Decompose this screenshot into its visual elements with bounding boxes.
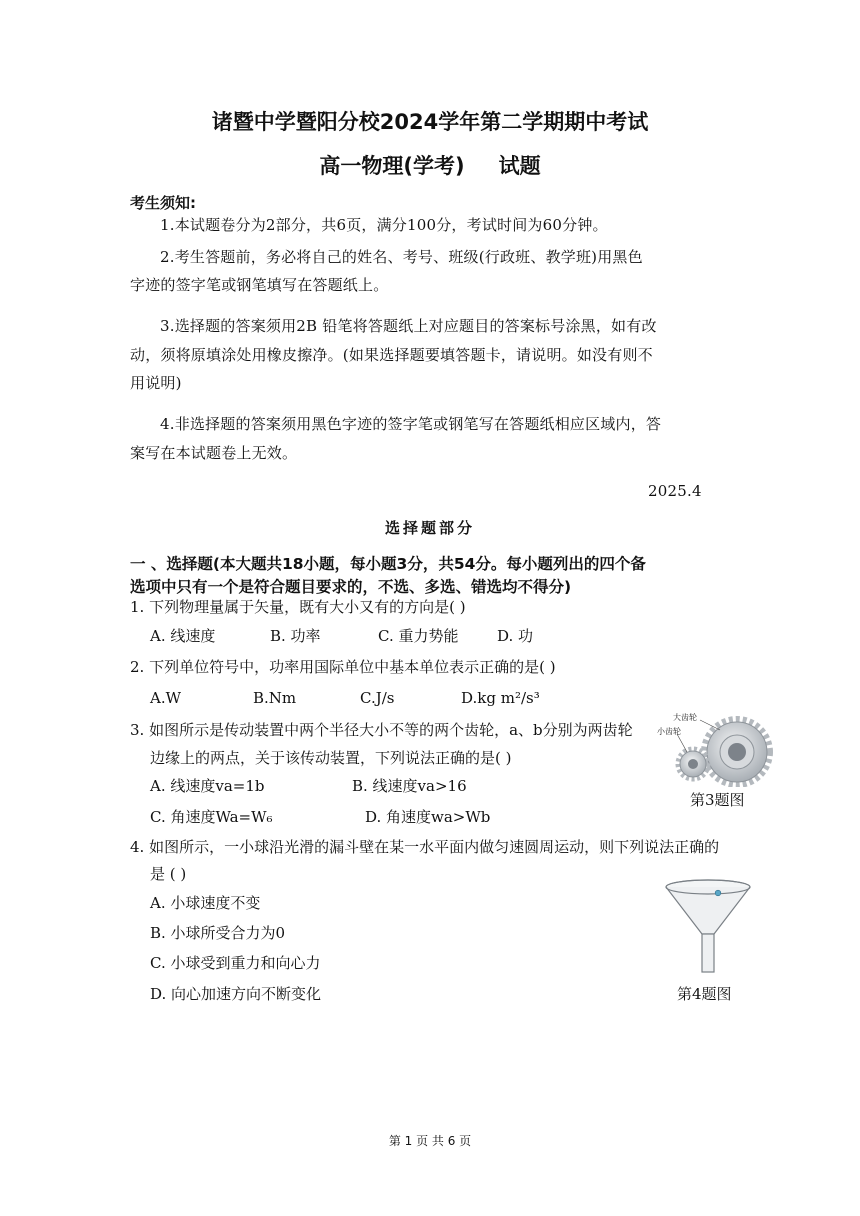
q4-option-d: D. 向心加速方向不断变化 bbox=[150, 985, 322, 1003]
q4-figure-caption: 第4题图 bbox=[677, 985, 732, 1003]
q3-option-d: D. 角速度wa>Wb bbox=[365, 808, 491, 826]
notice-heading: 考生须知: bbox=[130, 194, 196, 212]
q2-option-b: B.Nm bbox=[253, 689, 297, 707]
section-title: 选择题部分 bbox=[384, 519, 475, 537]
q1-option-b: B. 功率 bbox=[270, 627, 321, 645]
q4-stem-line1: 4. 如图所示，一小球沿光滑的漏斗壁在某一水平面内做匀速圆周运动，则下列说法正确的 bbox=[130, 838, 720, 856]
q4-option-a: A. 小球速度不变 bbox=[150, 894, 261, 912]
notice-item-3-line2: 动，须将原填涂处用橡皮擦净。(如果选择题要填答题卡，请说明。如没有则不 bbox=[130, 346, 653, 364]
label-small-gear: 小齿轮 bbox=[657, 727, 681, 736]
notice-item-2-line2: 字迹的签字笔或钢笔填写在答题纸上。 bbox=[130, 276, 389, 294]
exam-title: 诸暨中学暨阳分校2024学年第二学期期中考试 bbox=[211, 110, 649, 134]
notice-item-3-line1: 3.选择题的答案须用2B 铅笔将答题纸上对应题目的答案标号涂黑，如有改 bbox=[160, 317, 657, 335]
section-instruction-line1: 一 、选择题(本大题共18小题，每小题3分，共54分。每小题列出的四个备 bbox=[130, 555, 646, 573]
q1-option-d: D. 功 bbox=[497, 627, 534, 645]
q2-stem: 2. 下列单位符号中，功率用国际单位中基本单位表示正确的是( ) bbox=[130, 658, 556, 676]
q3-figure-caption: 第3题图 bbox=[690, 791, 745, 809]
page-footer: 第 1 页 共 6 页 bbox=[388, 1134, 472, 1148]
q2-option-c: C.J/s bbox=[360, 689, 395, 707]
q2-option-d: D.kg m²/s³ bbox=[461, 689, 540, 707]
section-instruction-line2: 选项中只有一个是符合题目要求的，不选、多选、错选均不得分) bbox=[130, 578, 572, 596]
subtitle-subject: 高一物理(学考) bbox=[319, 154, 465, 178]
funnel-icon bbox=[666, 880, 750, 972]
big-gear-icon bbox=[704, 719, 770, 785]
q3-option-a: A. 线速度va=1b bbox=[150, 777, 265, 795]
notice-item-1: 1.本试题卷分为2部分，共6页，满分100分，考试时间为60分钟。 bbox=[160, 216, 608, 234]
q1-stem: 1. 下列物理量属于矢量，既有大小又有的方向是( ) bbox=[130, 598, 466, 616]
notice-item-4-line1: 4.非选择题的答案须用黑色字迹的签字笔或钢笔写在答题纸相应区域内，答 bbox=[160, 415, 662, 433]
exam-subtitle bbox=[0, 150, 860, 180]
subtitle-label: 试题 bbox=[498, 154, 541, 178]
notice-item-3-line3: 用说明) bbox=[130, 374, 182, 392]
q4-option-c: C. 小球受到重力和向心力 bbox=[150, 954, 321, 972]
gear-figure bbox=[655, 712, 780, 787]
notice-item-2-line1: 2.考生答题前，务必将自己的姓名、考号、班级(行政班、教学班)用黑色 bbox=[160, 248, 643, 266]
label-big-gear: 大齿轮 bbox=[673, 713, 697, 722]
q3-stem-line1: 3. 如图所示是传动装置中两个半径大小不等的两个齿轮，a、b分别为两齿轮 bbox=[130, 721, 633, 739]
q4-stem-line2: 是 ( ) bbox=[150, 865, 187, 883]
q3-option-b: B. 线速度va>16 bbox=[352, 777, 467, 795]
ball-icon bbox=[715, 890, 721, 896]
funnel-figure bbox=[662, 876, 754, 976]
exam-date: 2025.4 bbox=[648, 482, 702, 500]
q1-option-c: C. 重力势能 bbox=[378, 627, 459, 645]
q3-stem-line2: 边缘上的两点，关于该传动装置，下列说法正确的是( ) bbox=[150, 749, 512, 767]
q3-option-c: C. 角速度Wa=W₆ bbox=[150, 808, 273, 826]
q4-option-b: B. 小球所受合力为0 bbox=[150, 924, 286, 942]
q1-option-a: A. 线速度 bbox=[150, 627, 216, 645]
q2-option-a: A.W bbox=[150, 689, 182, 707]
notice-item-4-line2: 案写在本试题卷上无效。 bbox=[130, 444, 298, 462]
